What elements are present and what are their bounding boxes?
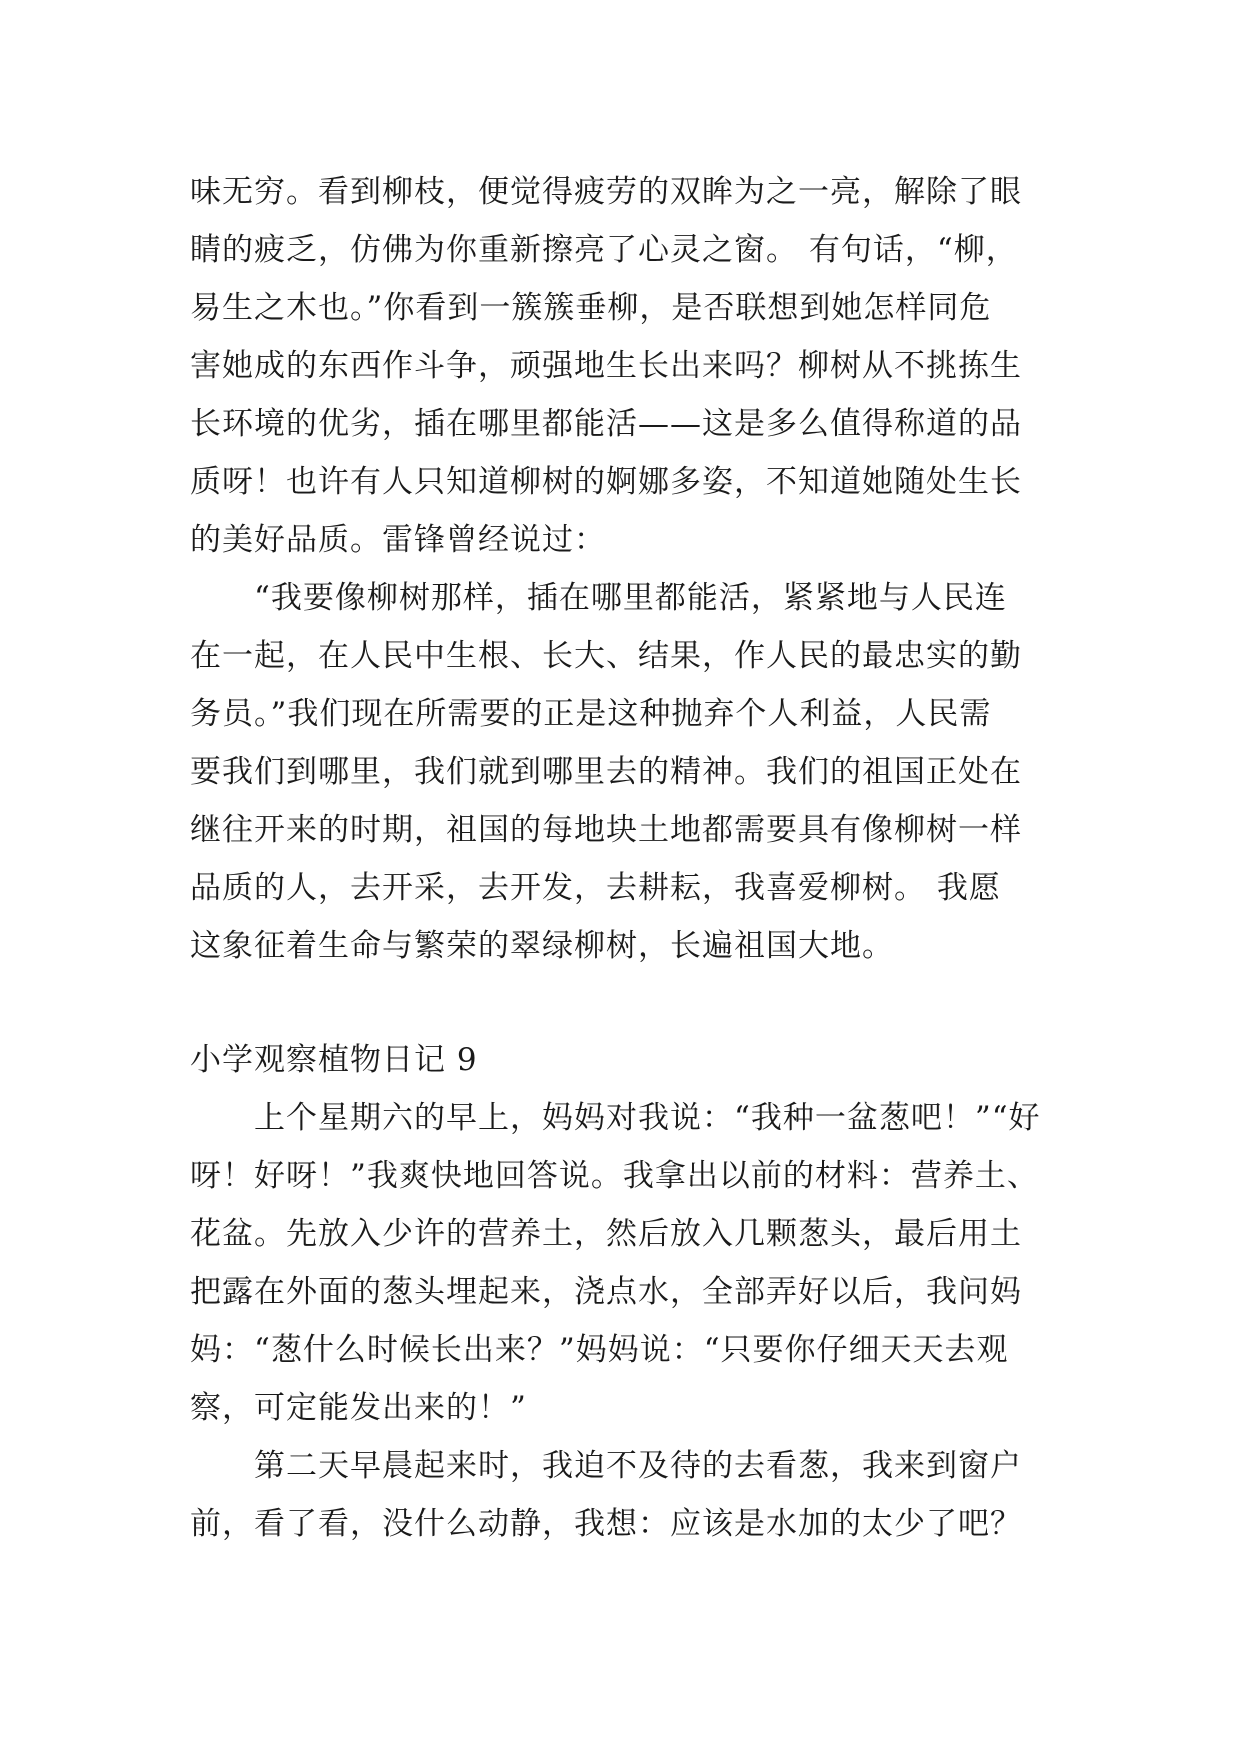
paragraph-line: 察，可定能发出来的！”	[190, 1390, 527, 1426]
section-spacer	[190, 975, 1060, 1031]
paragraph-line: 质呀！也许有人只知道柳树的婀娜多姿，不知道她随处生长	[190, 464, 1022, 500]
paragraph-line: 这象征着生命与繁荣的翠绿柳树，长遍祖国大地。	[190, 928, 894, 964]
section-title: 小学观察植物日记 9	[190, 1042, 478, 1078]
paragraph-line: 务员。”我们现在所需要的正是这种抛弃个人利益，人民需	[190, 696, 992, 732]
paragraph-line: 前，看了看，没什么动静，我想：应该是水加的太少了吧？	[190, 1506, 1022, 1542]
section-plant-diary	[190, 1031, 1060, 1553]
paragraph-line: “我要像柳树那样，插在哪里都能活，紧紧地与人民连	[190, 580, 1007, 616]
paragraph-line: 在一起，在人民中生根、长大、结果，作人民的最忠实的勤	[190, 638, 1022, 674]
paragraph-line: 味无穷。看到柳枝，便觉得疲劳的双眸为之一亮，解除了眼	[190, 174, 1022, 210]
paragraph-line: 易生之木也。”你看到一簇簇垂柳，是否联想到她怎样同危	[190, 290, 992, 326]
paragraph-line: 继往开来的时期，祖国的每地块土地都需要具有像柳树一样	[190, 812, 1022, 848]
paragraph-line: 品质的人，去开采，去开发，去耕耘，我喜爱柳树。 我愿	[190, 870, 1001, 906]
paragraph-line: 花盆。先放入少许的营养土，然后放入几颗葱头，最后用土	[190, 1216, 1022, 1252]
paragraph-line: 的美好品质。雷锋曾经说过：	[190, 522, 606, 558]
paragraph-line: 害她成的东西作斗争，顽强地生长出来吗？柳树从不挑拣生	[190, 348, 1022, 384]
paragraph-line: 睛的疲乏，仿佛为你重新擦亮了心灵之窗。 有句话，“柳，	[190, 232, 1018, 268]
paragraph-line: 把露在外面的葱头埋起来，浇点水，全部弄好以后，我问妈	[190, 1274, 1022, 1310]
paragraph-line: 要我们到哪里，我们就到哪里去的精神。我们的祖国正处在	[190, 754, 1022, 790]
document-body	[190, 163, 1060, 1553]
paragraph-line: 妈：“葱什么时候长出来？”妈妈说：“只要你仔细天天去观	[190, 1332, 1009, 1368]
paragraph-line: 上个星期六的早上，妈妈对我说：“我种一盆葱吧！”“好	[190, 1100, 1041, 1136]
section-willow-essay	[190, 163, 1060, 975]
paragraph-line: 长环境的优劣，插在哪里都能活——这是多么值得称道的品	[190, 406, 1022, 442]
paragraph-line: 呀！好呀！”我爽快地回答说。我拿出以前的材料：营养土、	[190, 1158, 1039, 1194]
paragraph-line: 第二天早晨起来时，我迫不及待的去看葱，我来到窗户	[190, 1448, 1022, 1484]
